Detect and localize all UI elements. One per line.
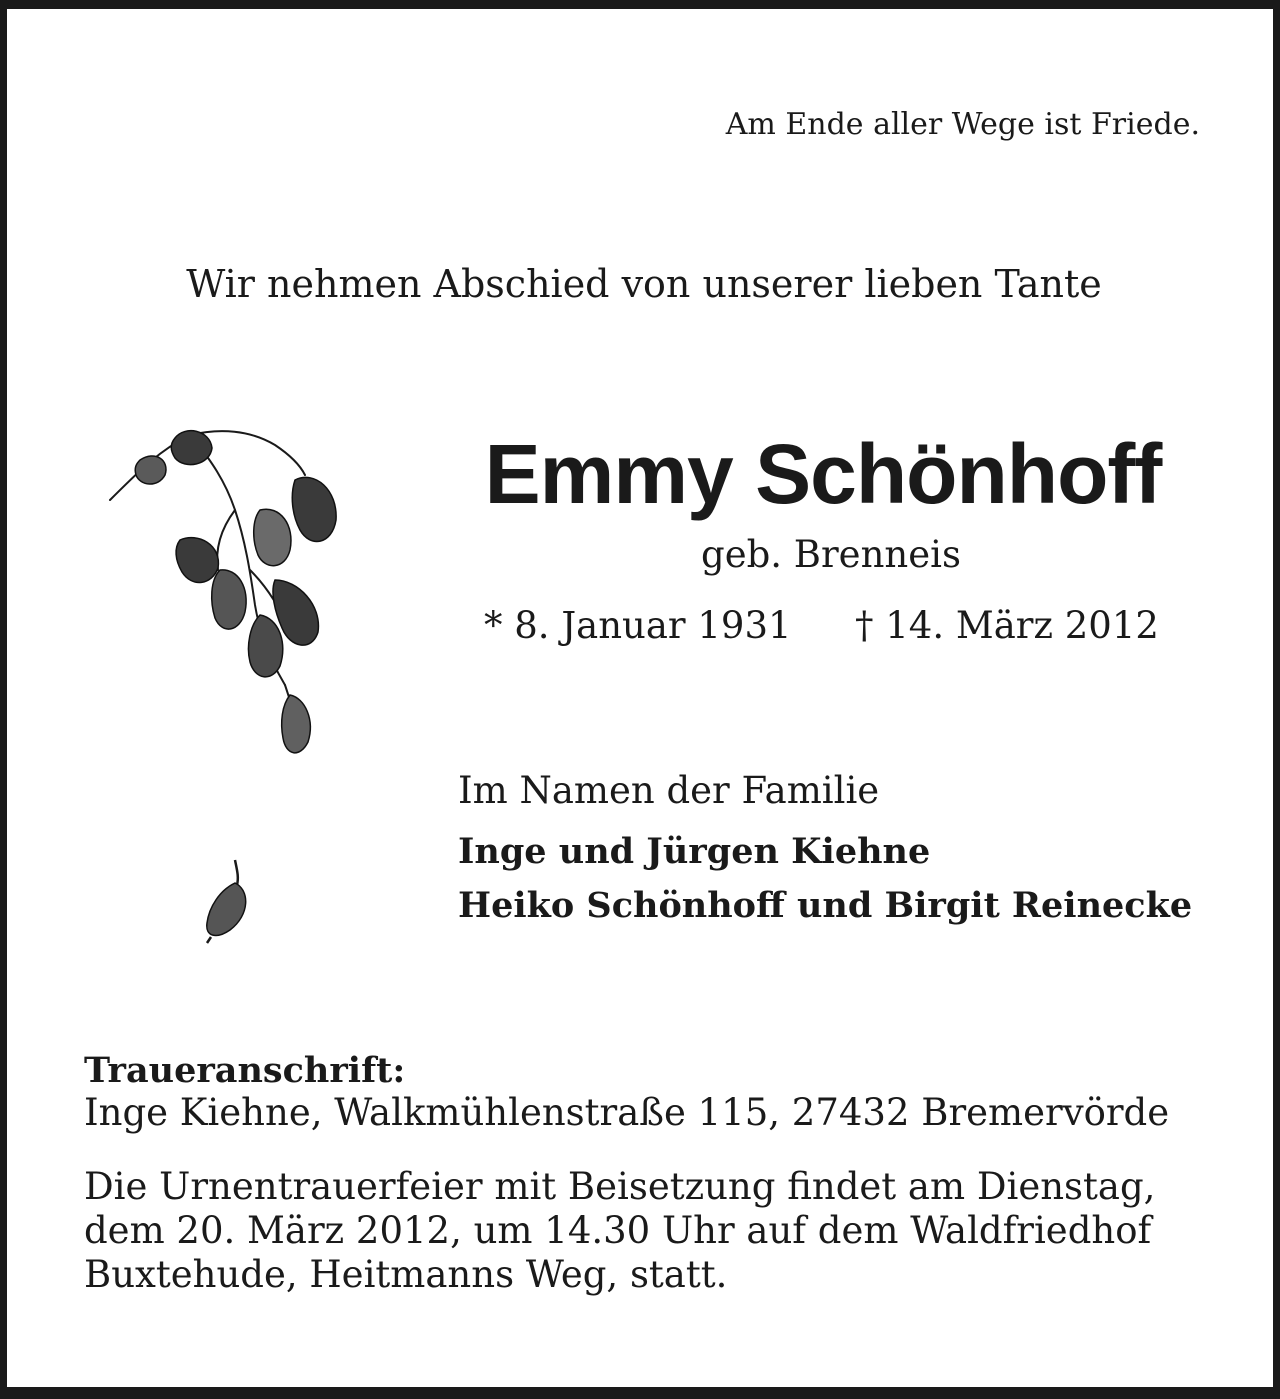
address-label: Traueranschrift: [84, 1050, 406, 1091]
ceremony-line: dem 20. März 2012, um 14.30 Uhr auf dem Waldfriedhof [84, 1209, 1152, 1252]
ceremony-line: Die Urnentrauerfeier mit Beisetzung findet am Dienstag, [84, 1165, 1156, 1208]
deceased-name: Emmy Schönhoff [484, 427, 1162, 521]
leaf-branch-icon [100, 420, 360, 765]
maiden-name: geb. Brenneis [701, 533, 961, 576]
address-line: Inge Kiehne, Walkmühlenstraße 115, 27432 Bremervörde [84, 1091, 1170, 1134]
birth-date: * 8. Januar 1931 [484, 604, 792, 647]
family-member: Heiko Schönhoff und Birgit Reinecke [458, 885, 1193, 926]
death-date: † 14. März 2012 [855, 604, 1159, 647]
motto: Am Ende aller Wege ist Friede. [725, 107, 1200, 142]
family-label: Im Namen der Familie [458, 769, 880, 812]
intro-text: Wir nehmen Abschied von unserer lieben Tante [186, 262, 1102, 306]
falling-leaf-icon [195, 855, 255, 945]
ceremony-line: Buxtehude, Heitmanns Weg, statt. [84, 1253, 728, 1296]
family-member: Inge und Jürgen Kiehne [458, 831, 931, 872]
